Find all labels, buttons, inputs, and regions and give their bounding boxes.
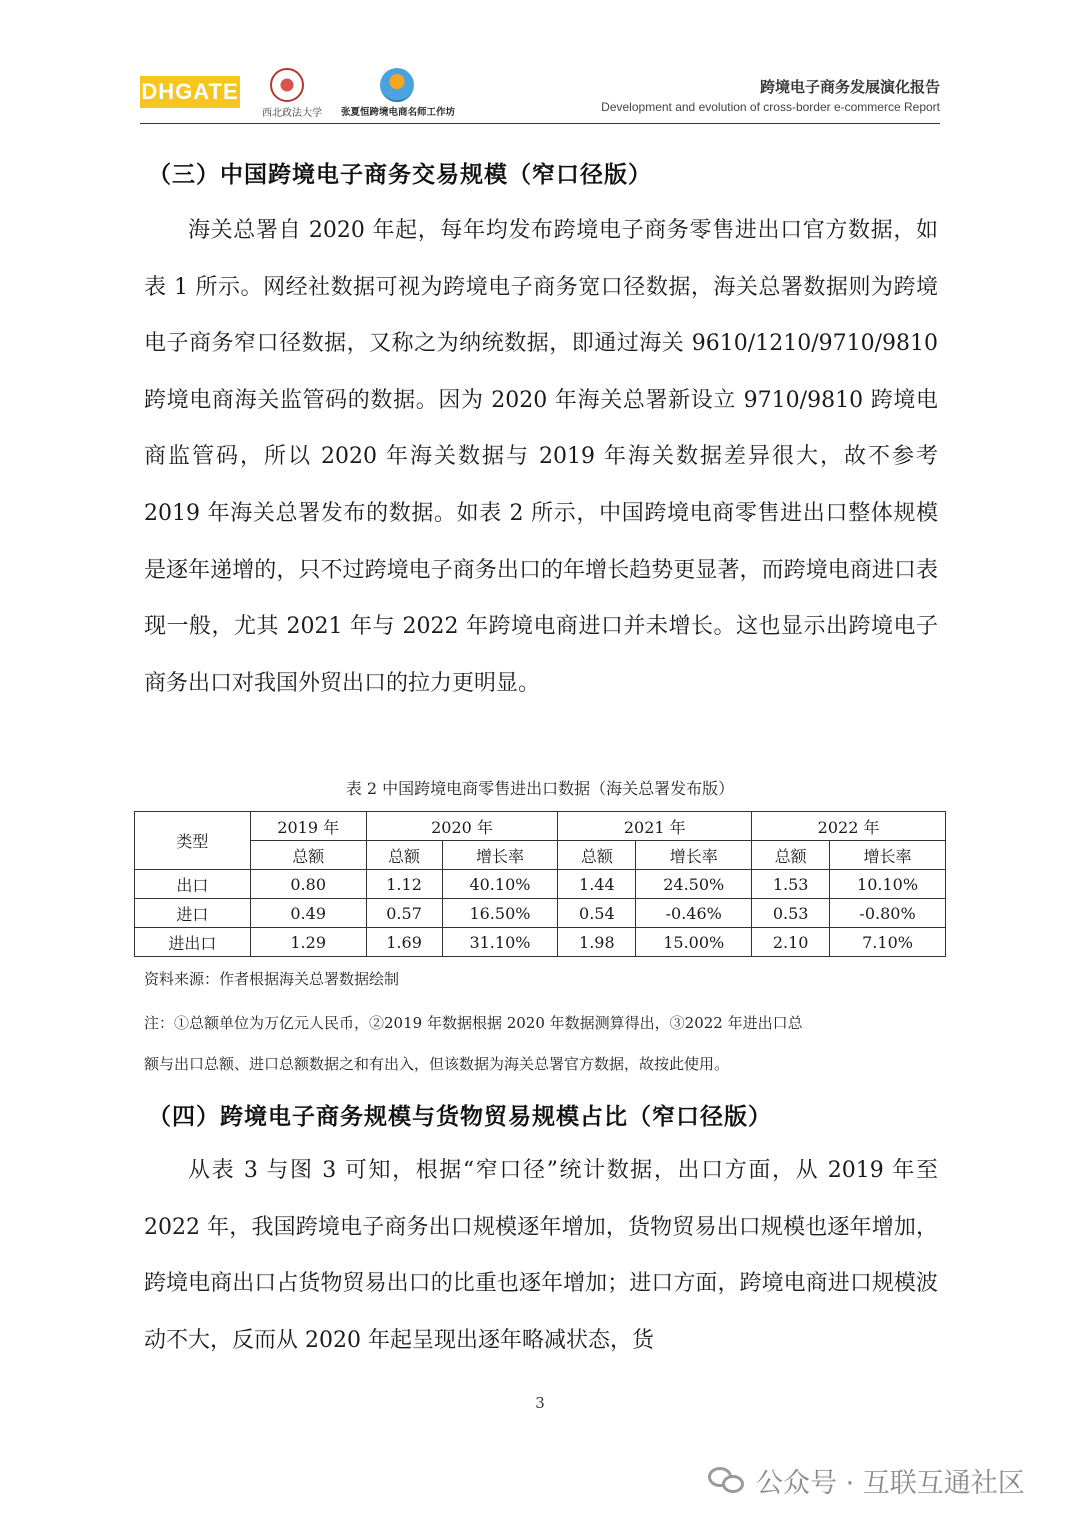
year-header: 2022 年 xyxy=(752,812,946,841)
section-heading-3: （三）中国跨境电子商务交易规模（窄口径版） xyxy=(148,162,652,188)
table-header-row xyxy=(135,812,946,841)
row-type: 进出口 xyxy=(135,928,251,957)
studio-name: 张夏恒跨境电商名师工作坊 xyxy=(340,107,455,118)
table-row xyxy=(135,928,946,957)
row-type: 出口 xyxy=(135,870,251,899)
year-header: 2021 年 xyxy=(558,812,752,841)
growth-header: 增长率 xyxy=(830,841,946,870)
university-name: 西北政法大学 xyxy=(262,108,322,119)
report-title: 跨境电子商务发展演化报告 xyxy=(759,78,940,96)
table-source: 资料来源：作者根据海关总署数据绘制 xyxy=(144,970,400,988)
studio-logo xyxy=(338,68,458,118)
cell-value: 0.80 xyxy=(250,870,366,899)
cell-value: 10.10% xyxy=(830,870,946,899)
table-subheader-row xyxy=(135,841,946,870)
report-subtitle: Development and evolution of cross-border e-commerce Report xyxy=(601,100,940,114)
cell-value: 0.57 xyxy=(366,899,442,928)
total-header: 总额 xyxy=(558,841,636,870)
cell-value: 40.10% xyxy=(442,870,558,899)
wechat-icon xyxy=(708,1465,746,1495)
cell-value: 2.10 xyxy=(752,928,830,957)
section-heading-4: （四）跨境电子商务规模与货物贸易规模占比（窄口径版） xyxy=(148,1104,772,1130)
watermark xyxy=(708,1458,1025,1502)
cell-value: 15.00% xyxy=(636,928,752,957)
university-logo xyxy=(248,68,336,118)
cell-value: 1.29 xyxy=(250,928,366,957)
cell-value: -0.80% xyxy=(830,899,946,928)
cell-value: 0.53 xyxy=(752,899,830,928)
cell-value: 31.10% xyxy=(442,928,558,957)
growth-header: 增长率 xyxy=(442,841,558,870)
cell-value: 0.54 xyxy=(558,899,636,928)
page-number: 3 xyxy=(535,1394,545,1412)
table-row xyxy=(135,899,946,928)
table-note-line-2: 额与出口总额、进口总额数据之和有出入，但该数据为海关总署官方数据，故按此使用。 xyxy=(144,1055,730,1073)
cell-value: 24.50% xyxy=(636,870,752,899)
cell-value: 1.53 xyxy=(752,870,830,899)
page-header xyxy=(140,66,940,126)
university-emblem-icon xyxy=(270,68,304,102)
dhgate-logo: DHGATE xyxy=(140,76,240,108)
table-note-line-1: 注：①总额单位为万亿元人民币，②2019 年数据根据 2020 年数据测算得出，③2022 年进出口总 xyxy=(144,1014,803,1032)
total-header: 总额 xyxy=(250,841,366,870)
cell-value: 0.49 xyxy=(250,899,366,928)
row-type: 进口 xyxy=(135,899,251,928)
cell-value: 7.10% xyxy=(830,928,946,957)
growth-header: 增长率 xyxy=(636,841,752,870)
year-header: 2020 年 xyxy=(366,812,558,841)
table-row xyxy=(135,870,946,899)
studio-emblem-icon xyxy=(380,68,414,102)
cell-value: 1.98 xyxy=(558,928,636,957)
header-divider xyxy=(140,123,940,124)
total-header: 总额 xyxy=(752,841,830,870)
cell-value: 1.12 xyxy=(366,870,442,899)
watermark-text: 公众号 · 互联互通社区 xyxy=(756,1467,1025,1499)
section-4-paragraph: 从表 3 与图 3 可知，根据“窄口径”统计数据，出口方面，从 2019 年至 2022 年，我国跨境电子商务出口规模逐年增加，货物贸易出口规模也逐年增加，跨境电商出口占货物贸易出口的比重也逐年增加；进口方面，跨境电商进口规模波动不大，反而从 2020 年起呈现出逐年略减状态，货 xyxy=(144,1158,938,1353)
type-header: 类型 xyxy=(135,812,251,870)
trade-data-table xyxy=(134,811,946,957)
cell-value: 16.50% xyxy=(442,899,558,928)
section-3-paragraph: 海关总署自 2020 年起，每年均发布跨境电子商务零售进出口官方数据，如表 1 所示。网经社数据可视为跨境电子商务宽口径数据，海关总署数据则为跨境电子商务窄口径数据，又称之为纳统数据，即通过海关 9610/1210/9710/9810 跨境电商海关监管码的数据。因为 2020 年海关总署新设立 9710/9810 跨境电商监管码，所以 2020 年海关数据与 2019 年海关数据差异很大，故不参考 2019 年海关总署发布的数据。如表 2 所示，中国跨境电商零售进出口整体规模是逐年递增的，只不过跨境电子商务出口的年增长趋势更显著，而跨境电商进口表现一般，尤其 2021 年与 2022 年跨境电商进口并未增长。这也显示出跨境电子商务出口对我国外贸出口的拉力更明显。 xyxy=(144,218,938,696)
cell-value: -0.46% xyxy=(636,899,752,928)
cell-value: 1.69 xyxy=(366,928,442,957)
year-header: 2019 年 xyxy=(250,812,366,841)
total-header: 总额 xyxy=(366,841,442,870)
cell-value: 1.44 xyxy=(558,870,636,899)
table-caption: 表 2 中国跨境电商零售进出口数据（海关总署发布版） xyxy=(345,779,735,798)
